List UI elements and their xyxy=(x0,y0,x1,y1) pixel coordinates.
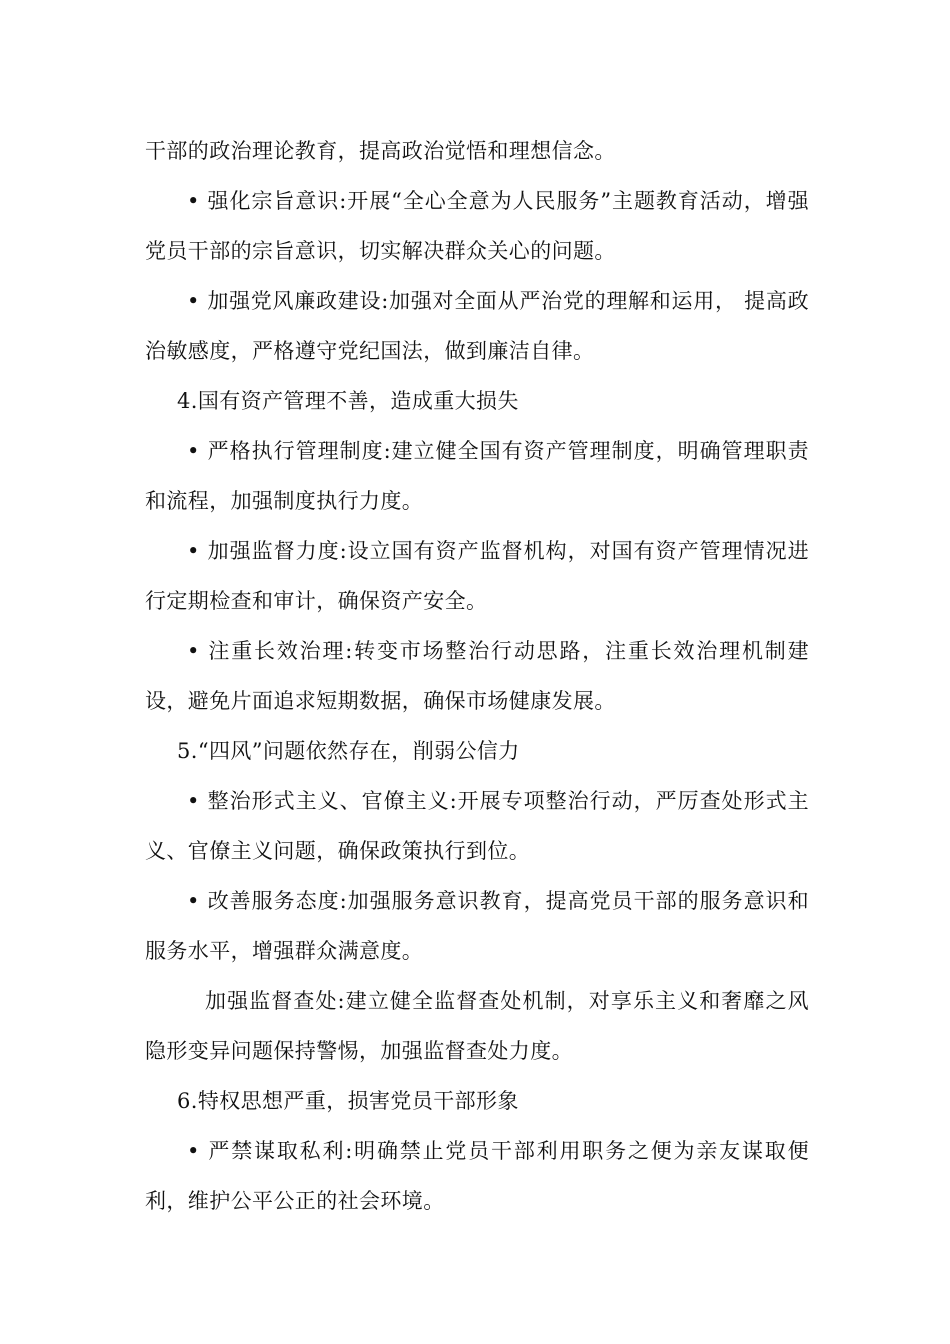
heading-text: 4.国有资产管理不善，造成重大损失 xyxy=(177,389,519,413)
paragraph-text: 改善服务态度:加强服务意识教育，提高党员干部的服务意识和服务水平，增强群众满意度。 xyxy=(145,889,809,963)
section-heading-6 xyxy=(145,1076,809,1126)
section-heading-5 xyxy=(145,726,809,776)
bullet-item-party-conduct xyxy=(145,276,809,376)
paragraph-text: 严禁谋取私利:明确禁止党员干部利用职务之便为亲友谋取便利，维护公平公正的社会环境。 xyxy=(145,1139,809,1213)
paragraph-supervision-enforcement xyxy=(145,976,809,1076)
bullet-item-long-term-governance xyxy=(145,626,809,726)
bullet-marker: • xyxy=(187,789,200,813)
section-heading-4 xyxy=(145,376,809,426)
bullet-item-supervision xyxy=(145,526,809,626)
bullet-marker: • xyxy=(187,189,200,213)
paragraph-text: 整治形式主义、官僚主义:开展专项整治行动，严厉查处形式主义、官僚主义问题，确保政策执行到位。 xyxy=(145,789,809,863)
paragraph-text: 加强监督力度:设立国有资产监督机构，对国有资产管理情况进行定期检查和审计，确保资产安全。 xyxy=(145,539,809,613)
bullet-marker: • xyxy=(187,639,200,663)
heading-text: 6.特权思想严重，损害党员干部形象 xyxy=(177,1089,519,1113)
paragraph-text: 干部的政治理论教育，提高政治觉悟和理想信念。 xyxy=(145,139,616,163)
bullet-marker: • xyxy=(187,889,200,913)
paragraph-text: 加强监督查处:建立健全监督查处机制，对享乐主义和奢靡之风隐形变异问题保持警惕，加强监督查处力度。 xyxy=(145,989,809,1063)
bullet-item-no-private-gain xyxy=(145,1126,809,1226)
document-body xyxy=(145,126,809,1226)
paragraph-text: 严格执行管理制度:建立健全国有资产管理制度，明确管理职责和流程，加强制度执行力度。 xyxy=(145,439,809,513)
bullet-marker: • xyxy=(187,539,200,563)
bullet-item-formalism xyxy=(145,776,809,876)
bullet-item-management-system xyxy=(145,426,809,526)
bullet-item-service-attitude xyxy=(145,876,809,976)
paragraph-continuation xyxy=(145,126,809,176)
paragraph-text: 加强党风廉政建设:加强对全面从严治党的理解和运用， 提高政治敏感度，严格遵守党纪国法，做到廉洁自律。 xyxy=(145,289,809,363)
bullet-marker: • xyxy=(187,289,200,313)
paragraph-text: 强化宗旨意识:开展“全心全意为人民服务”主题教育活动，增强党员干部的宗旨意识，切实解决群众关心的问题。 xyxy=(145,189,809,263)
bullet-item-purpose-awareness xyxy=(145,176,809,276)
paragraph-text: 注重长效治理:转变市场整治行动思路，注重长效治理机制建设，避免片面追求短期数据，确保市场健康发展。 xyxy=(145,639,809,713)
bullet-marker: • xyxy=(187,1139,200,1163)
bullet-marker: • xyxy=(187,439,200,463)
heading-text: 5.“四风”问题依然存在，削弱公信力 xyxy=(177,739,520,763)
